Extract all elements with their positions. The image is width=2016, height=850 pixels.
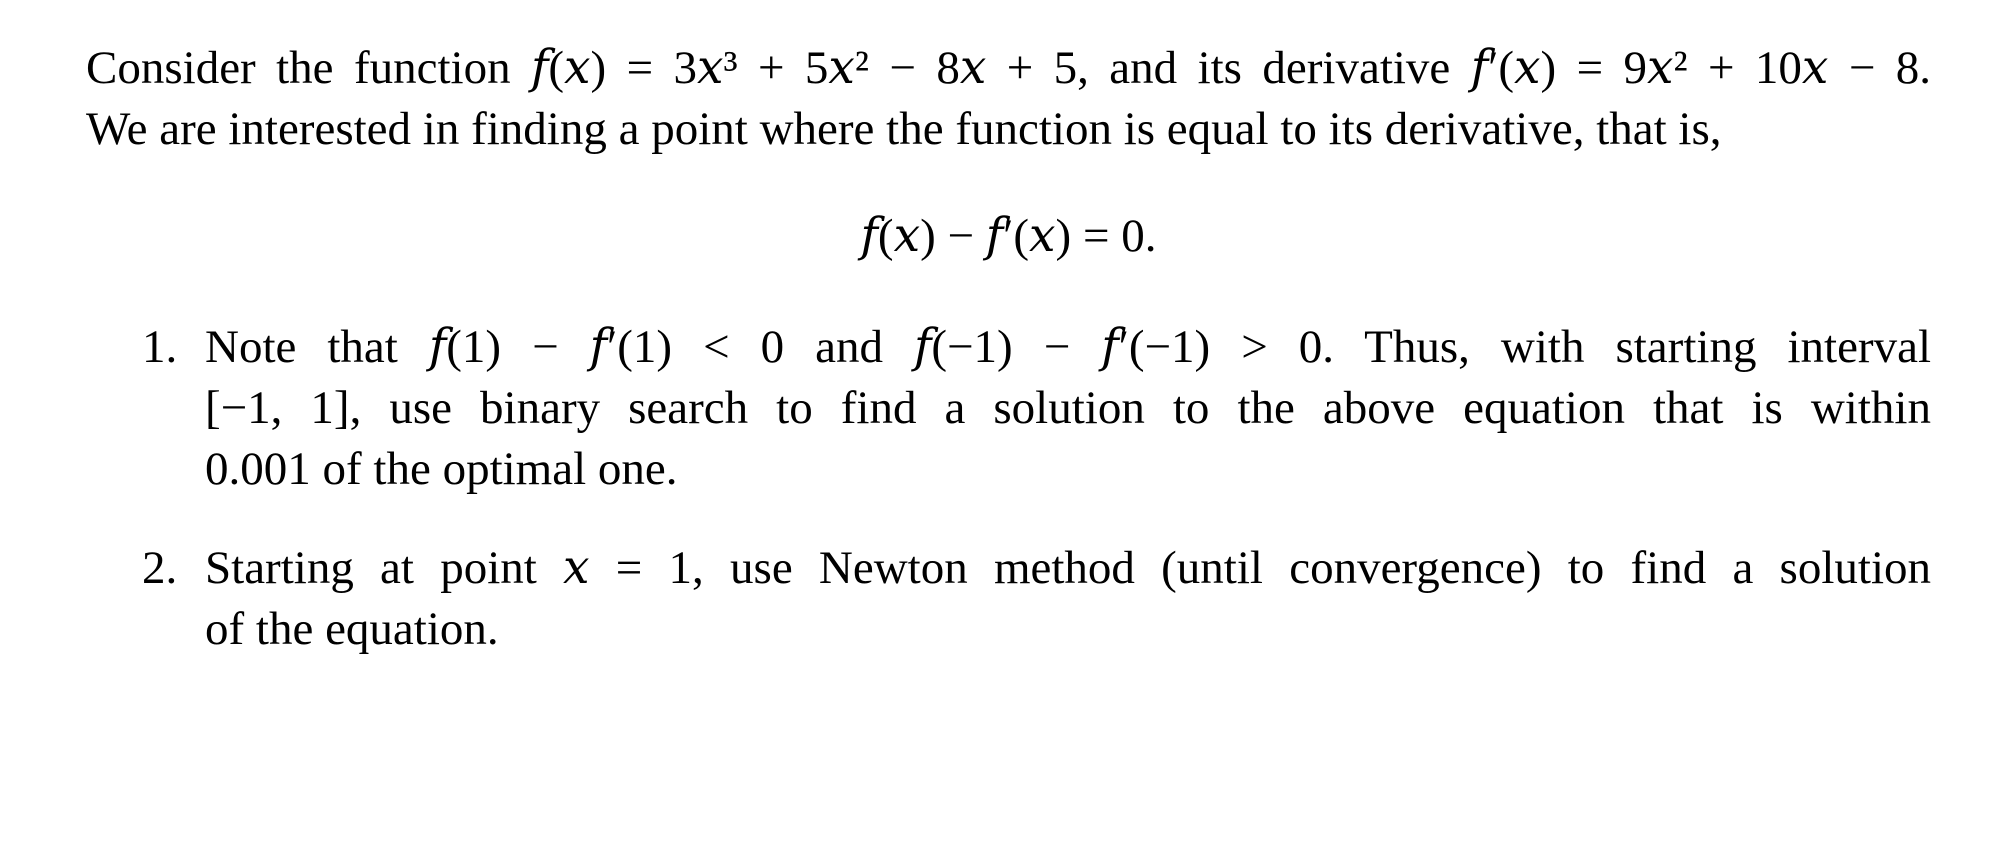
list-item bbox=[86, 538, 1931, 660]
exercise-list bbox=[86, 317, 1931, 660]
item-line: of the equation. bbox=[205, 603, 499, 655]
item-number: 2. bbox=[142, 542, 178, 594]
item-line: Note that 𝑓(1) − 𝑓′(1) < 0 and 𝑓(−1) − 𝑓′(−1) > 0. Thus, with starting interval bbox=[205, 321, 1931, 373]
document bbox=[86, 38, 1931, 660]
item-number: 1. bbox=[142, 321, 178, 373]
intro-paragraph bbox=[86, 38, 1931, 160]
display-equation: 𝑓(𝑥) − 𝑓′(𝑥) = 0. bbox=[860, 210, 1157, 262]
item-line: Starting at point 𝑥 = 1, use Newton method (until convergence) to find a solution bbox=[205, 542, 1931, 594]
intro-line: Consider the function 𝑓(𝑥) = 3𝑥³ + 5𝑥² − 8𝑥 + 5, and its derivative 𝑓′(𝑥) = 9𝑥² + 10𝑥 − 8. bbox=[86, 42, 1931, 94]
item-line: [−1, 1], use binary search to find a solution to the above equation that is within bbox=[205, 382, 1931, 434]
item-text bbox=[205, 538, 1931, 660]
list-item bbox=[86, 317, 1931, 500]
intro-line: We are interested in finding a point where the function is equal to its derivative, that is, bbox=[86, 103, 1722, 155]
item-text bbox=[205, 317, 1931, 500]
item-line: 0.001 of the optimal one. bbox=[205, 443, 678, 495]
